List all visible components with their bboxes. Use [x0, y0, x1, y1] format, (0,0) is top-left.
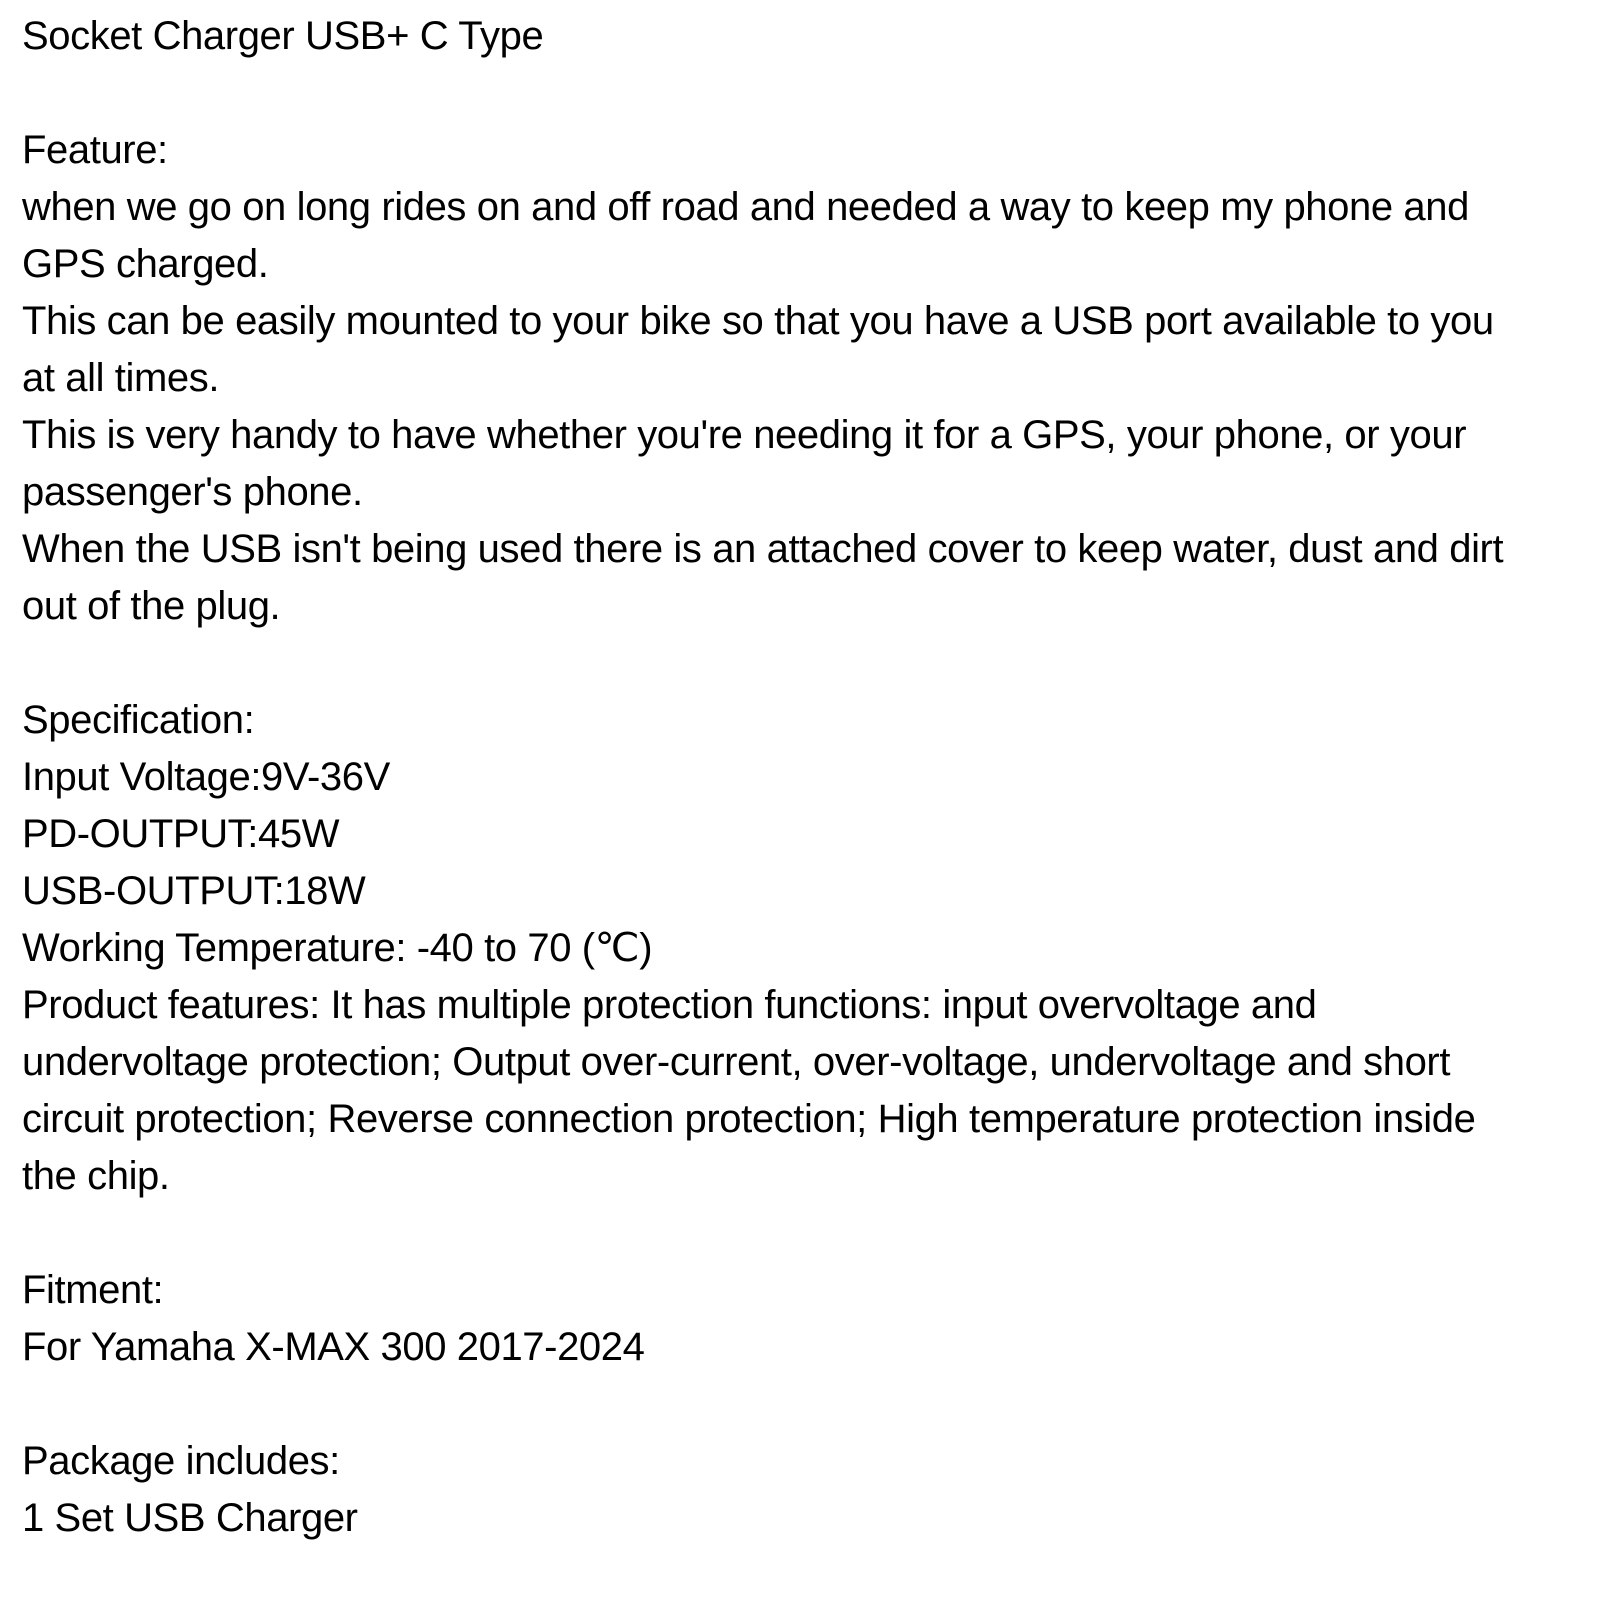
package-heading: Package includes:: [22, 1439, 340, 1483]
spec-usb-output: USB-OUTPUT:18W: [22, 869, 366, 913]
specification-heading: Specification:: [22, 698, 255, 742]
feature-line: when we go on long rides on and off road and needed a way to keep my phone and: [22, 185, 1469, 229]
feature-line: This is very handy to have whether you're needing it for a GPS, your phone, or your: [22, 413, 1467, 457]
fitment-line: For Yamaha X-MAX 300 2017-2024: [22, 1325, 645, 1369]
package-section: [22, 1433, 1580, 1547]
feature-heading: Feature:: [22, 128, 168, 172]
feature-line: GPS charged.: [22, 242, 269, 286]
spec-product-features-line: circuit protection; Reverse connection protection; High temperature protection inside: [22, 1097, 1476, 1141]
package-line: 1 Set USB Charger: [22, 1496, 358, 1540]
feature-line: at all times.: [22, 356, 220, 400]
page-title: Socket Charger USB+ C Type: [22, 14, 544, 58]
spec-pd-output: PD-OUTPUT:45W: [22, 812, 340, 856]
spec-input-voltage: Input Voltage:9V-36V: [22, 755, 390, 799]
blank-line: [22, 65, 1580, 122]
spec-product-features-line: undervoltage protection; Output over-current, over-voltage, undervoltage and short: [22, 1040, 1451, 1084]
feature-section: [22, 122, 1580, 635]
feature-line: out of the plug.: [22, 584, 281, 628]
blank-line: [22, 635, 1580, 692]
specification-section: [22, 692, 1580, 1205]
blank-line: [22, 1205, 1580, 1262]
spec-product-features-line: the chip.: [22, 1154, 170, 1198]
spec-product-features-line: Product features: It has multiple protection functions: input overvoltage and: [22, 983, 1317, 1027]
feature-line: When the USB isn't being used there is an attached cover to keep water, dust and dirt: [22, 527, 1504, 571]
fitment-section: [22, 1262, 1580, 1376]
feature-line: passenger's phone.: [22, 470, 363, 514]
fitment-heading: Fitment:: [22, 1268, 164, 1312]
blank-line: [22, 1376, 1580, 1433]
spec-working-temperature: Working Temperature: -40 to 70 (℃): [22, 926, 653, 970]
feature-line: This can be easily mounted to your bike so that you have a USB port available to you: [22, 299, 1494, 343]
